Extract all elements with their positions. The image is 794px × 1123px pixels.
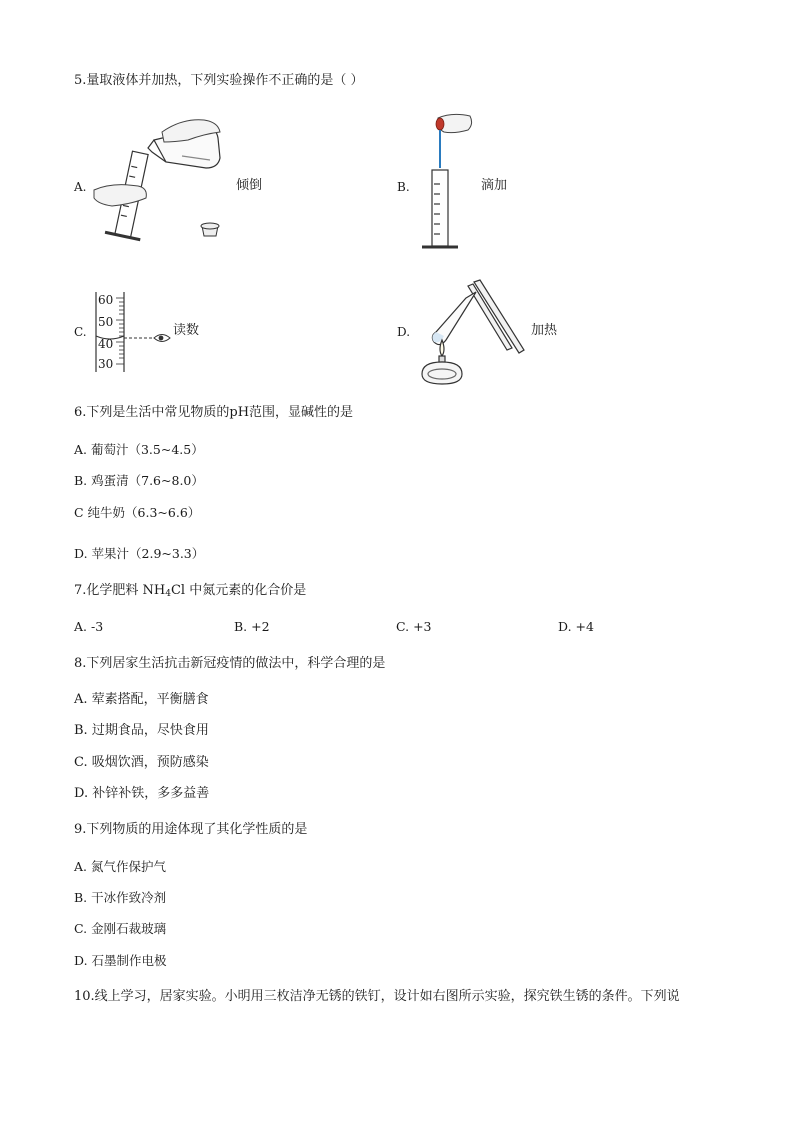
q5-stem: 5.量取液体并加热，下列实验操作不正确的是（ ） bbox=[74, 73, 364, 88]
scale-tick-60: 60 bbox=[98, 293, 114, 307]
q10-stem: 10.线上学习，居家实验。小明用三枚洁净无锈的铁钉，设计如右图所示实验，探究铁生锈的条件。下列说 bbox=[74, 989, 680, 1004]
q6-option-c: C 纯牛奶（6.3~6.6） bbox=[74, 505, 201, 520]
q8-option-d: D. 补锌补铁，多多益善 bbox=[74, 786, 210, 801]
q8-option-a: A. 荤素搭配，平衡膳食 bbox=[74, 692, 209, 707]
q5-option-a-caption: 倾倒 bbox=[236, 178, 263, 193]
q7-option-c: C. +3 bbox=[396, 619, 432, 634]
scale-tick-50: 50 bbox=[98, 315, 114, 329]
pouring-liquid-figure bbox=[92, 112, 232, 252]
q9-option-d: D. 石墨制作电极 bbox=[74, 953, 167, 968]
q5-option-d-letter: D. bbox=[397, 325, 411, 339]
q6-option-b: B. 鸡蛋清（7.6~8.0） bbox=[74, 473, 204, 488]
q9-option-a: A. 氮气作保护气 bbox=[74, 859, 166, 874]
q9-stem: 9.下列物质的用途体现了其化学性质的是 bbox=[74, 822, 308, 837]
q5-option-c-letter: C. bbox=[74, 325, 87, 339]
q7-stem bbox=[74, 582, 306, 600]
q7-option-d: D. +4 bbox=[558, 619, 594, 634]
q9-option-c: C. 金刚石裁玻璃 bbox=[74, 921, 167, 936]
dropping-liquid-figure bbox=[418, 112, 478, 256]
q6-option-d: D. 苹果汁（2.9~3.3） bbox=[74, 546, 205, 561]
q5-option-b-letter: B. bbox=[397, 180, 410, 194]
q7-stem-post: Cl 中氮元素的化合价是 bbox=[170, 583, 307, 598]
q8-option-c: C. 吸烟饮酒，预防感染 bbox=[74, 755, 209, 770]
q5-option-d-caption: 加热 bbox=[531, 323, 558, 338]
q7-option-b: B. +2 bbox=[234, 619, 270, 634]
q5-option-a-letter: A. bbox=[74, 180, 87, 194]
q8-option-b: B. 过期食品，尽快食用 bbox=[74, 723, 209, 738]
q6-stem: 6.下列是生活中常见物质的pH范围，显碱性的是 bbox=[74, 405, 354, 420]
q8-stem: 8.下列居家生活抗击新冠疫情的做法中，科学合理的是 bbox=[74, 656, 386, 671]
q7-stem-pre: 7.化学肥料 NH bbox=[74, 583, 166, 598]
q7-option-a: A. -3 bbox=[74, 619, 104, 634]
scale-tick-30: 30 bbox=[98, 357, 114, 371]
q5-option-c-caption: 读数 bbox=[173, 323, 200, 338]
q6-option-a: A. 葡萄汁（3.5~4.5） bbox=[74, 442, 204, 457]
q9-option-b: B. 干冰作致冷剂 bbox=[74, 890, 167, 905]
heating-tube-figure bbox=[416, 278, 528, 388]
q7-stem-subscript: 4 bbox=[165, 589, 171, 599]
scale-tick-40: 40 bbox=[98, 337, 114, 351]
q5-option-b-caption: 滴加 bbox=[481, 178, 508, 193]
